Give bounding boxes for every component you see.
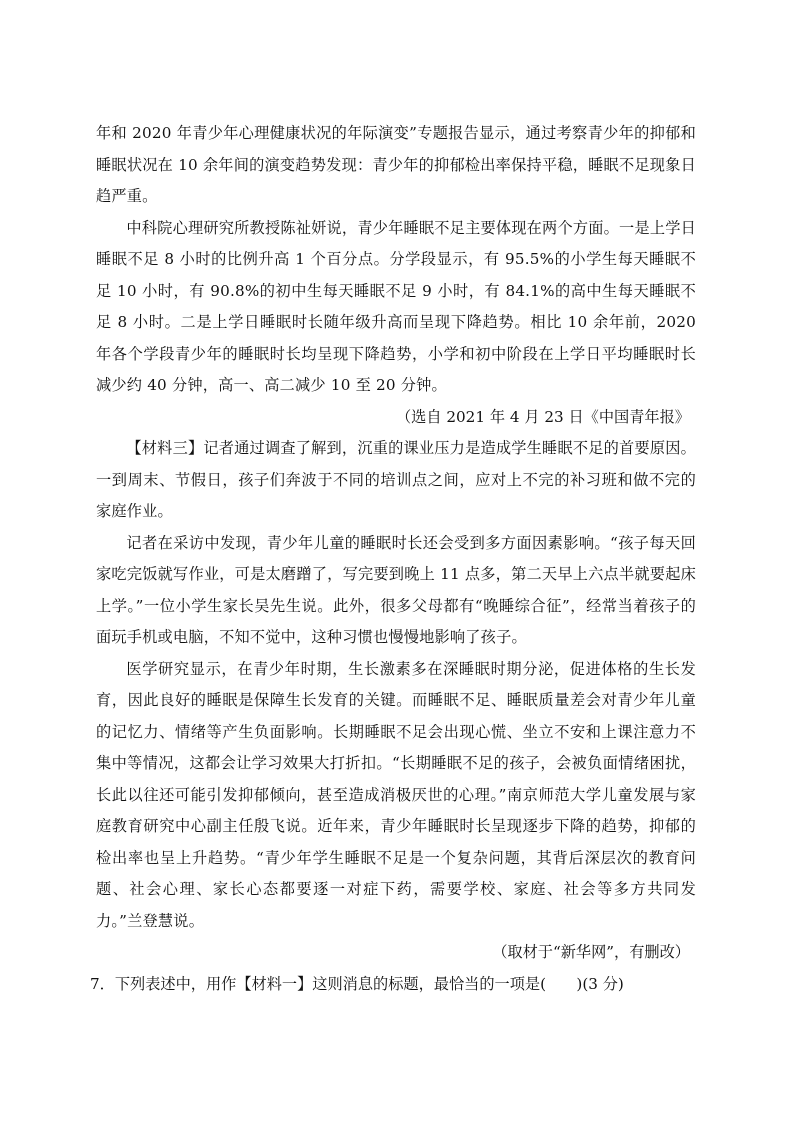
paragraph-reporter-interview: 记者在采访中发现，青少年儿童的睡眠时长还会受到多方面因素影响。“孩子每天回家吃完饭就写作业，可是太磨蹭了，写完要到晚上 11 点多，第二天早上六点半就要起床上学。”一位小学生家长吴先生说。此外，很多父母都有“晚睡综合征”，经常当着孩子的面玩手机或电脑，不知不觉中，这种习惯也慢慢地影响了孩子。: [96, 533, 696, 646]
paragraph-medical-research: 医学研究显示，在青少年时期，生长激素多在深睡眠时期分泌，促进体格的生长发育，因此良好的睡眠是保障生长发育的关键。而睡眠不足、睡眠质量差会对青少年儿童的记忆力、情绪等产生负面影响。长期睡眠不足会出现心慌、坐立不安和上课注意力不集中等情况，这都会让学习效果大打折扣。“长期睡眠不足的孩子，会被负面情绪困扰，长此以往还可能引发抑郁倾向，甚至造成消极厌世的心理。”南京师范大学儿童发展与家庭教育研究中心副主任殷飞说。近年来，青少年睡眠时长呈现逐步下降的趋势，抑郁的检出率也呈上升趋势。“青少年学生睡眠不足是一个复杂问题，其背后深层次的教育问题、社会心理、家长心态都要逐一对症下药，需要学校、家庭、社会等多方共同发力。”兰登慧说。: [96, 659, 696, 930]
source-citation-xinhua: （取材于“新华网”，有删改）: [492, 943, 690, 961]
paragraph-report-summary: 年和 2020 年青少年心理健康状况的年际演变”专题报告显示，通过考察青少年的抑郁和睡眠状况在 10 余年间的演变趋势发现：青少年的抑郁检出率保持平稳，睡眠不足现象日趋严重。: [96, 124, 696, 205]
paragraph-material-three: 【材料三】记者通过调查了解到，沉重的课业压力是造成学生睡眠不足的首要原因。一到周末、节假日，孩子们奔波于不同的培训点之间，应对上不完的补习班和做不完的家庭作业。: [96, 439, 696, 520]
paragraph-chen-zhiyan: 中科院心理研究所教授陈祉妍说，青少年睡眠不足主要体现在两个方面。一是上学日睡眠不足 8 小时的比例升高 1 个百分点。分学段显示，有 95.5%的小学生每天睡眠不足 10 小时，有 90.8%的初中生每天睡眠不足 9 小时，有 84.1%的高中生每天睡眠不足 8 小时。二是上学日睡眠时长随年级升高而呈现下降趋势。相比 10 余年前，2020 年各个学段青少年的睡眠时长均呈现下降趋势，小学和初中阶段在上学日平均睡眠时长减少约 40 分钟，高一、高二减少 10 至 20 分钟。: [96, 218, 696, 394]
question-7: 7．下列表述中，用作【材料一】这则消息的标题，最恰当的一项是( )(3 分): [90, 974, 624, 993]
document-page: [90, 118, 696, 1000]
source-citation-china-youth-daily: （选自 2021 年 4 月 23 日《中国青年报》: [395, 407, 690, 426]
